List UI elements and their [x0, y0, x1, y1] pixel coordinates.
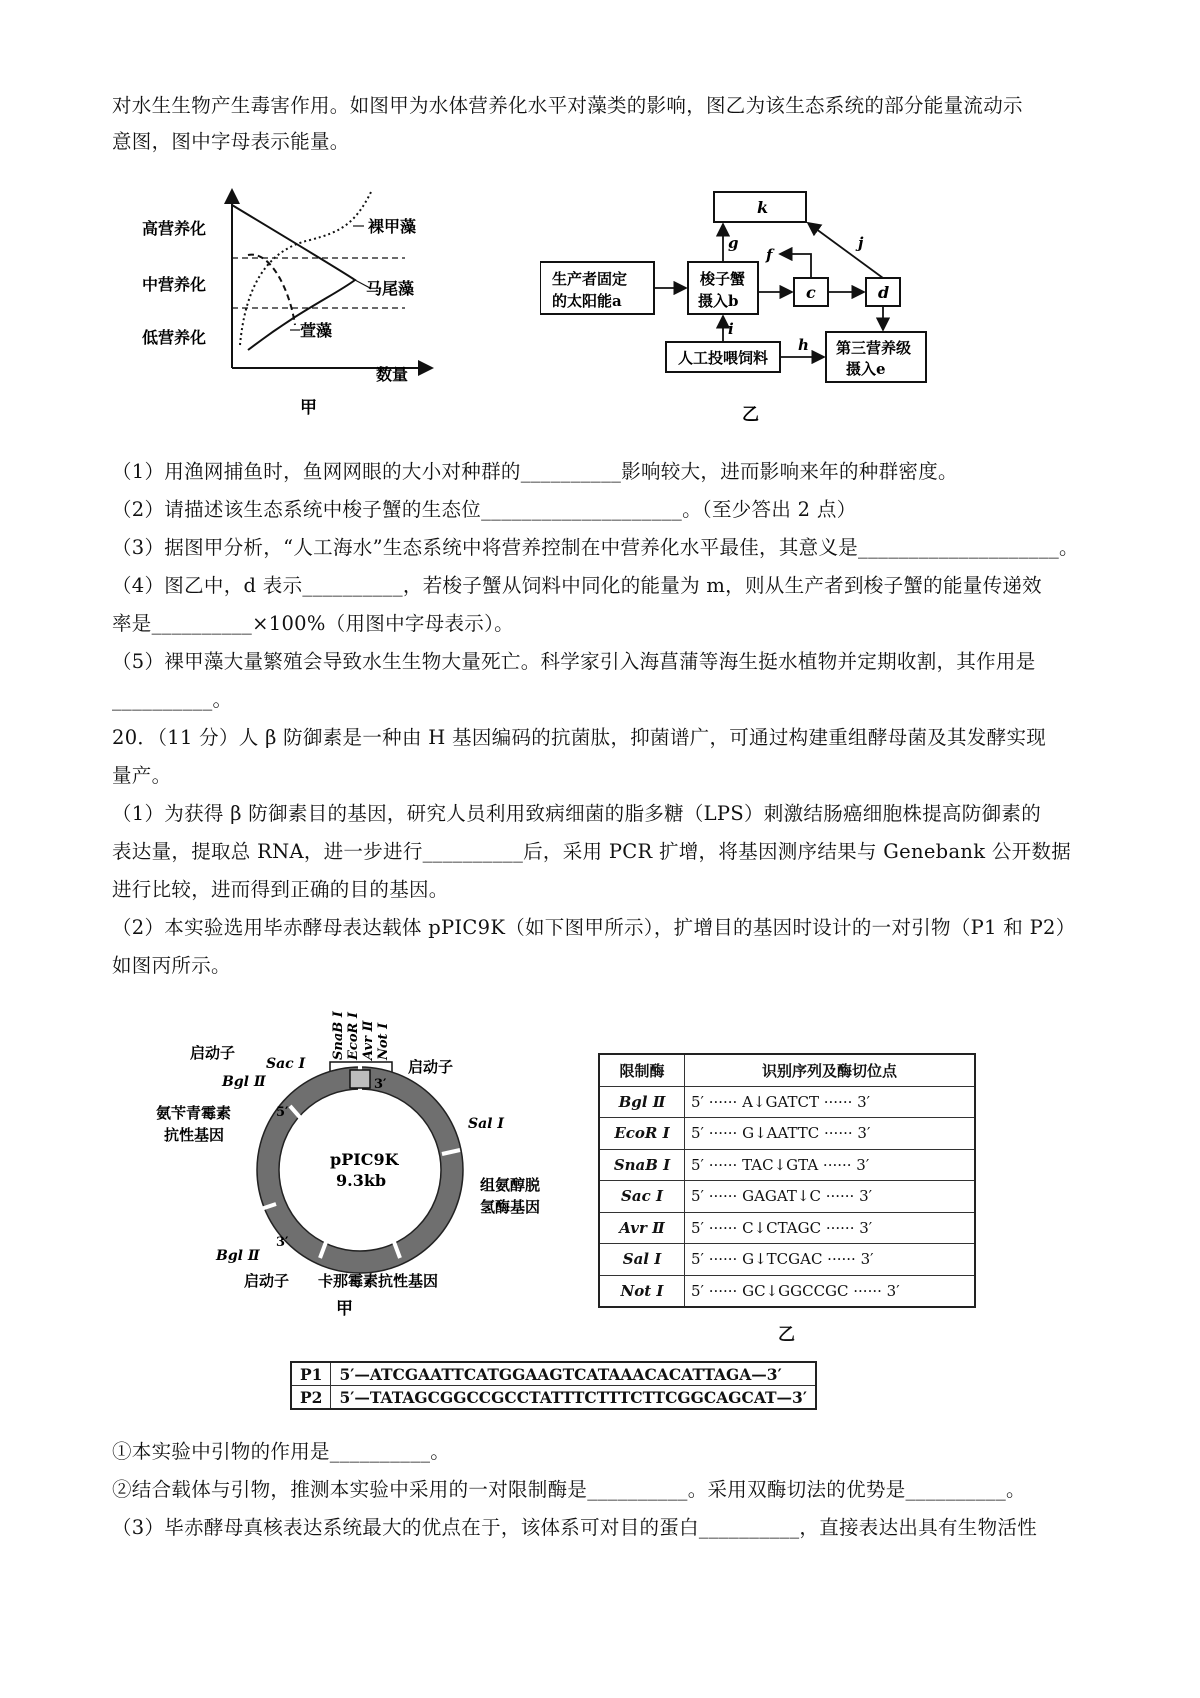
primer-seq: 5′—ATCGAATTCATGGAAGTCATAAACACATTAGA—3′ [331, 1362, 816, 1386]
table-row [599, 1149, 975, 1181]
arrow-label-h: h [798, 336, 809, 354]
text-line: （2）本实验选用毕赤酵母表达载体 pPIC9K（如下图甲所示），扩增目的基因时设计的一对引物（P1 和 P2） [112, 916, 1076, 939]
label-amp-2: 抗性基因 [164, 1126, 225, 1144]
table-row [599, 1244, 975, 1276]
energy-flow-diagram [540, 188, 980, 428]
text-line: ②结合载体与引物，推测本实验中采用的一对限制酶是__________。采用双酶切法的优势是__________。 [112, 1478, 1026, 1501]
enzyme-table [598, 1053, 976, 1308]
label-his4-2: 氢酶基因 [480, 1198, 541, 1216]
figure-caption-plasmid: 甲 [336, 1299, 353, 1319]
plasmid-ring [268, 1078, 452, 1262]
primer-table [290, 1361, 817, 1410]
text-line: （5）裸甲藻大量繁殖会导致水生生物大量死亡。科学家引入海菖蒲等海生挺水植物并定期收割，其作用是 [112, 650, 1036, 673]
table-row [599, 1212, 975, 1244]
figure-caption-yi: 乙 [742, 405, 759, 425]
y-level-low: 低营养化 [142, 328, 207, 347]
primer-name: P1 [291, 1362, 331, 1386]
arrow-label-g: g [728, 234, 739, 252]
arrow-label-j: j [858, 234, 864, 252]
box-c-label: c [806, 283, 816, 302]
site-not1: Not Ⅰ [376, 1022, 391, 1060]
curve-label-gymnodinium: 裸甲藻 [368, 217, 417, 236]
algae-chart [140, 180, 480, 430]
enzyme-name: Bgl Ⅱ [599, 1086, 685, 1118]
table-header: 识别序列及酶切位点 [685, 1054, 976, 1086]
text-line: 表达量，提取总 RNA，进一步进行__________后，采用 PCR 扩增，将基因测序结果与 Genebank 公开数据 [112, 840, 1072, 863]
text-line: （1）为获得 β 防御素目的基因，研究人员利用致病细菌的脂多糖（LPS）刺激结肠癌细胞株提高防御素的 [112, 802, 1042, 825]
text-line: 量产。 [112, 764, 172, 787]
enzyme-site: 5′ ······ TAC↓GTA ······ 3′ [685, 1149, 976, 1181]
primer-row [291, 1386, 816, 1410]
primer-row [291, 1362, 816, 1386]
curve-label-scytosiphon: 萱藻 [300, 321, 333, 340]
curve-sargassum [232, 205, 355, 350]
text-line: __________。 [112, 688, 233, 711]
enzyme-site: 5′ ······ G↓AATTC ······ 3′ [685, 1118, 976, 1150]
text-line: 进行比较，进而得到正确的目的基因。 [112, 878, 449, 901]
curve-scytosiphon [248, 255, 295, 325]
text-line: ①本实验中引物的作用是__________。 [112, 1440, 451, 1463]
enzyme-site: 5′ ······ A↓GATCT ······ 3′ [685, 1086, 976, 1118]
label-promoter-bottom: 启动子 [244, 1272, 290, 1290]
text-line: （3）毕赤酵母真核表达系统最大的优点在于，该体系可对目的蛋白__________，直接表达出具有生物活性 [112, 1516, 1038, 1539]
y-level-mid: 中营养化 [142, 275, 207, 294]
table-row [599, 1275, 975, 1307]
text-line: 率是__________×100%（用图中字母表示）。 [112, 612, 514, 635]
label-promoter-left: 启动子 [190, 1044, 236, 1062]
label-sac1: Sac Ⅰ [266, 1056, 306, 1072]
site-snab1: SnaB Ⅰ [331, 1011, 346, 1060]
text-line: （3）据图甲分析，“人工海水”生态系统中将营养控制在中营养化水平最佳，其意义是____________________。 [112, 536, 1079, 559]
text-line: 意图，图中字母表示能量。 [112, 130, 350, 153]
arrow-label-i: i [728, 320, 734, 338]
arrow-f [780, 254, 811, 278]
plasmid-name: pPIC9K [330, 1150, 399, 1169]
table-header: 限制酶 [599, 1054, 685, 1086]
plasmid-map [150, 990, 570, 1330]
box-k-label: k [757, 198, 769, 217]
primer-name: P2 [291, 1386, 331, 1410]
label-sal1: Sal Ⅰ [468, 1116, 504, 1132]
enzyme-name: Not Ⅰ [599, 1275, 685, 1307]
enzyme-name: SnaB Ⅰ [599, 1149, 685, 1181]
enzyme-site: 5′ ······ GAGAT↓C ······ 3′ [685, 1181, 976, 1213]
text-line: 如图丙所示。 [112, 954, 231, 977]
enzyme-name: Avr Ⅱ [599, 1212, 685, 1244]
text-line: 对水生生物产生毒害作用。如图甲为水体营养化水平对藻类的影响，图乙为该生态系统的部分能量流动示 [112, 94, 1023, 117]
text-line: （2）请描述该生态系统中梭子蟹的生态位____________________。（至少答出 2 点） [112, 498, 857, 521]
enzyme-site: 5′ ······ G↓TCGAC ······ 3′ [685, 1244, 976, 1276]
curve-label-sargassum: 马尾藻 [366, 279, 415, 298]
box-feed-label: 人工投喂饲料 [678, 349, 769, 367]
enzyme-site: 5′ ······ GC↓GGCCGC ······ 3′ [685, 1275, 976, 1307]
box-producer-line2: 的太阳能a [552, 292, 622, 310]
box-third-line1: 第三营养级 [836, 339, 912, 357]
site-ecor1: EcoR Ⅰ [346, 1012, 361, 1060]
box-crab-line2: 摄入b [698, 292, 739, 310]
site-avr2: Avr Ⅱ [361, 1020, 376, 1060]
mcs-box [350, 1070, 370, 1088]
label-bgl2-bottom: Bgl Ⅱ [216, 1248, 260, 1264]
figure-caption-table: 乙 [778, 1325, 795, 1345]
plasmid-inner-edge [279, 1089, 441, 1251]
text-line: （4）图乙中，d 表示__________，若梭子蟹从饲料中同化的能量为 m，则从生产者到梭子蟹的能量传递效 [112, 574, 1042, 597]
figure-caption-jia: 甲 [300, 398, 317, 418]
label-amp-1: 氨苄青霉素 [156, 1104, 232, 1122]
box-third-line2: 摄入e [846, 360, 886, 378]
table-header-row [599, 1054, 975, 1086]
box-d-label: d [878, 283, 890, 302]
end-3prime-top: 3′ [374, 1077, 387, 1092]
arrow-j [808, 223, 883, 278]
enzyme-name: Sac Ⅰ [599, 1181, 685, 1213]
table-row [599, 1181, 975, 1213]
y-level-high: 高营养化 [142, 219, 207, 238]
enzyme-name: EcoR Ⅰ [599, 1118, 685, 1150]
plasmid-size: 9.3kb [336, 1171, 387, 1190]
end-3prime-bottom: 3′ [276, 1235, 289, 1250]
label-kan: 卡那霉素抗性基因 [318, 1272, 439, 1290]
arrow-label-f: f [766, 246, 773, 264]
box-producer-line1: 生产者固定 [552, 270, 628, 288]
end-5prime: 5′ [276, 1105, 289, 1120]
box-crab-line1: 梭子蟹 [700, 270, 746, 288]
enzyme-site: 5′ ······ C↓CTAGC ······ 3′ [685, 1212, 976, 1244]
table-row [599, 1118, 975, 1150]
text-line: （1）用渔网捕鱼时，鱼网网眼的大小对种群的__________影响较大，进而影响来年的种群密度。 [112, 460, 958, 483]
label-bgl2-top: Bgl Ⅱ [222, 1074, 266, 1090]
text-line: 20．（11 分）人 β 防御素是一种由 H 基因编码的抗菌肽，抑菌谱广，可通过构建重组酵母菌及其发酵实现 [112, 726, 1047, 749]
label-promoter-right: 启动子 [408, 1058, 454, 1076]
primer-seq: 5′—TATAGCGGCCGCCTATTTCTTTCTTCGGCAGCAT—3′ [331, 1386, 816, 1410]
enzyme-name: Sal Ⅰ [599, 1244, 685, 1276]
x-axis-label: 数量 [376, 365, 409, 384]
label-his4-1: 组氨醇脱 [480, 1176, 541, 1194]
table-row [599, 1086, 975, 1118]
